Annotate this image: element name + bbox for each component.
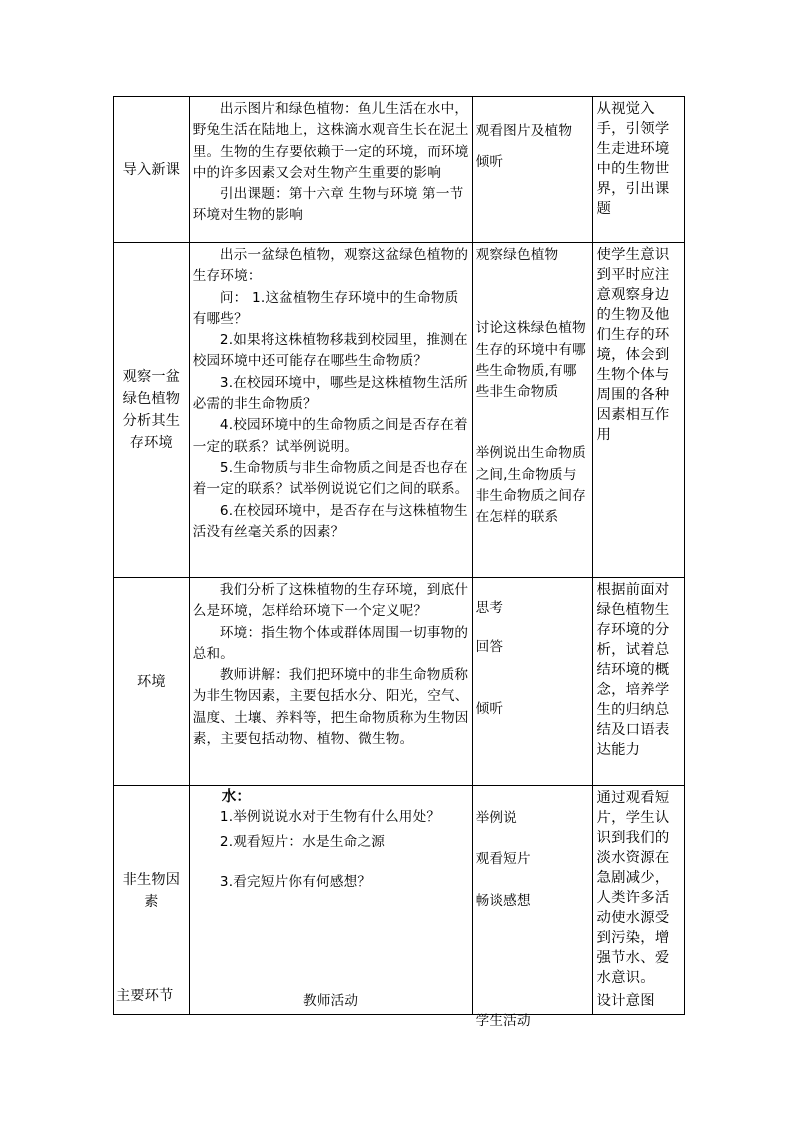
student-text: 讨论这株绿色植物生存的环境中有哪些生命物质,有哪些非生命物质: [475, 320, 586, 401]
student-text: 举例说出生命物质之间,生命物质与非生命物质之间存在怎样的联系: [475, 445, 586, 526]
stage-cell: [114, 243, 190, 578]
table-row: [114, 786, 685, 1015]
stage-cell: [114, 97, 190, 243]
teacher-text: 2.如果将这株植物移栽到校园里，推测在校园环境中还可能存在哪些生命物质？: [192, 332, 468, 370]
student-activity-cell: [472, 786, 593, 1029]
teacher-text: 6.在校园环境中，是否存在与这株植物生活没有丝毫关系的因素？: [192, 502, 468, 540]
teacher-text: 5.生命物质与非生命物质之间是否也存在着一定的联系？试举例说说它们之间的联系。: [192, 459, 469, 498]
header-teacher: 教师活动: [303, 993, 359, 1009]
header-stage: 主要环节: [116, 988, 174, 1004]
student-text: 畅谈感想: [475, 892, 531, 909]
design-intent-cell: [593, 243, 685, 578]
design-text: 通过观看短片，学生认识到我们的淡水资源在急剧减少，人类许多活动使水源受到污染，增强节水、爱水意识。: [596, 790, 670, 986]
design-intent-cell: [593, 97, 685, 243]
design-intent-cell: [593, 786, 685, 1015]
teacher-text: 2.观看短片：水是生命之源: [219, 834, 385, 851]
teacher-text: 4.校园环境中的生命物质之间是否存在着一定的联系？试举例说明。: [192, 417, 468, 455]
header-student: 学生活动: [475, 1013, 531, 1029]
teacher-text: 3.看完短片你有何感想？: [219, 873, 372, 890]
teacher-activity-cell: [189, 578, 472, 786]
student-text: 倾听: [475, 700, 504, 717]
teacher-text: 出示图片和绿色植物：鱼儿生活在水中，野兔生活在陆地上，这株滴水观音生长在泥土里。生物的生存要依赖于一定的环境，而环境中的许多因素又会对生物产生重要的影响: [192, 101, 469, 181]
teacher-text: 出示一盆绿色植物，观察这盆绿色植物的生存环境：: [192, 247, 469, 285]
stage-cell: [114, 786, 190, 1015]
student-activity-cell: [472, 578, 593, 786]
design-intent-cell: [593, 578, 685, 786]
teacher-text: 环境：指生物个体或群体周围一切事物的总和。: [192, 624, 469, 662]
teacher-activity-cell: [189, 786, 472, 1015]
header-design: 设计意图: [596, 993, 655, 1009]
teacher-text: 1.举例说说水对于生物有什么用处？: [219, 809, 441, 825]
teacher-activity-cell: [189, 243, 472, 578]
table-row: [114, 97, 685, 243]
teacher-text: 我们分析了这株植物的生存环境，到底什么是环境，怎样给环境下一个定义呢？: [192, 582, 469, 620]
teacher-text: 教师讲解：我们把环境中的非生命物质称为非生物因素，主要包括水分、阳光，空气、温度、土壤、养料等，把生命物质称为生物因素，主要包括动物、植物、微生物。: [192, 667, 469, 748]
design-text: 根据前面对绿色植物生存环境的分析，试着总结环境的概念，培养学生的归纳总结及口语表达能力: [596, 582, 670, 758]
stage-label: 导入新课: [122, 161, 181, 178]
stage-cell: [114, 578, 190, 786]
student-activity-cell: [472, 243, 593, 578]
teacher-text: 3.在校园环境中，哪些是这株植物生活所必需的非生命物质？: [192, 374, 468, 413]
design-text: 使学生意识到平时应注意观察身边的生物及他们生存的环境，体会到生物个体与周围的各种因素相互作用: [596, 247, 670, 443]
student-text: 倾听: [475, 154, 504, 171]
student-text: 举例说: [475, 810, 517, 826]
table-row: [114, 243, 685, 578]
student-text: 观看图片及植物: [475, 123, 573, 139]
stage-label: 环境: [136, 673, 166, 690]
teacher-text: 问： 1.这盆植物生存环境中的生命物质有哪些？: [192, 289, 459, 327]
lesson-plan-table: [113, 96, 685, 1029]
stage-label: 观察一盆绿色植物分析其生存环境: [122, 369, 181, 451]
student-text: 思考: [475, 600, 504, 616]
student-text: 观看短片: [475, 851, 531, 868]
student-activity-cell: [472, 97, 593, 243]
teacher-text: 引出课题：第十六章 生物与环境 第一节 环境对生物的影响: [192, 186, 478, 224]
student-text: 回答: [475, 639, 504, 656]
design-text: 从视觉入手，引领学生走进环境中的生物世界，引出课题: [596, 101, 670, 217]
water-heading: 水：: [221, 789, 252, 805]
teacher-activity-cell: [189, 97, 478, 243]
student-text: 观察绿色植物: [475, 247, 559, 263]
table-row: [114, 578, 685, 786]
stage-label: 非生物因素: [122, 872, 181, 910]
